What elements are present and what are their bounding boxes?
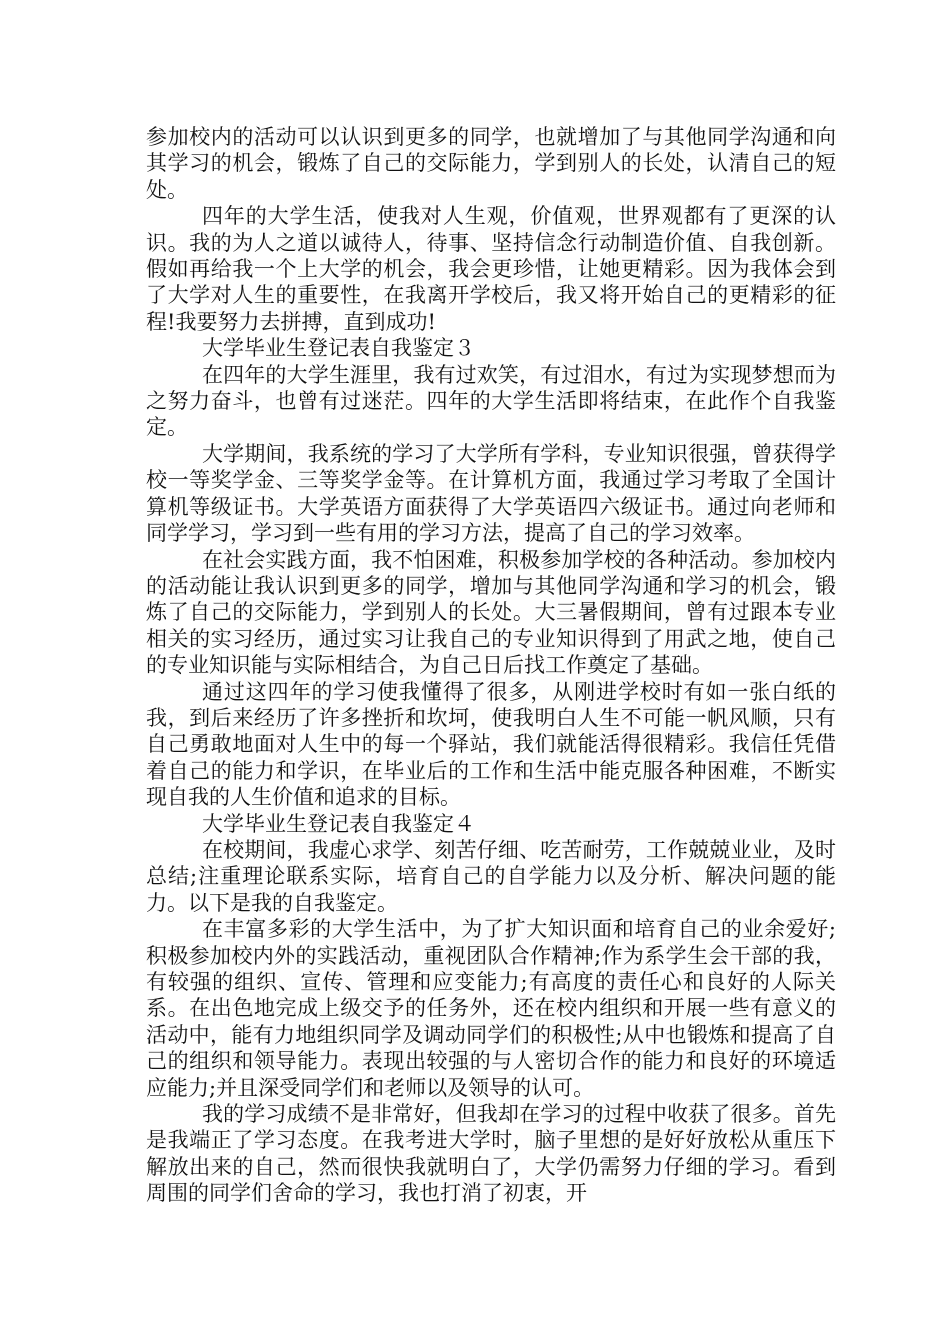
paragraph: 通过这四年的学习使我懂得了很多，从刚进学校时有如一张白纸的我，到后来经历了许多挫折和坎坷，使我明白人生不可能一帆风顺，只有自己勇敢地面对人生中的每一个驿站，我们就能活得很精彩。我信任凭借着自己的能力和学识，在毕业后的工作和生活中能克服各种困难，不断实现自我的人生价值和追求的目标。 <box>146 679 836 810</box>
paragraph-continuation: 参加校内的活动可以认识到更多的同学，也就增加了与其他同学沟通和向其学习的机会，锻炼了自己的交际能力，学到别人的长处，认清自己的短处。 <box>146 125 836 202</box>
document-body <box>146 124 836 1207</box>
paragraph: 在四年的大学生涯里，我有过欢笑，有过泪水，有过为实现梦想而为之努力奋斗，也曾有过迷茫。四年的大学生活即将结束，在此作个自我鉴定。 <box>146 362 836 440</box>
paragraph: 在校期间，我虚心求学、刻苦仔细、吃苦耐劳，工作兢兢业业，及时总结;注重理论联系实际，培育自己的自学能力以及分析、解决问题的能力。以下是我的自我鉴定。 <box>146 837 836 915</box>
paragraph: 在社会实践方面，我不怕困难，积极参加学校的各种活动。参加校内的活动能让我认识到更多的同学，增加与其他同学沟通和学习的机会，锻炼了自己的交际能力，学到别人的长处。大三暑假期间，曾有过跟本专业相关的实习经历，通过实习让我自己的专业知识得到了用武之地，使自己的专业知识能与实际相结合，为自己日后找工作奠定了基础。 <box>146 547 836 678</box>
section-heading-3: 大学毕业生登记表自我鉴定３ <box>202 336 475 361</box>
paragraph: 在丰富多彩的大学生活中，为了扩大知识面和培育自己的业余爱好;积极参加校内外的实践活动，重视团队合作精神;作为系学生会干部的我，有较强的组织、宣传、管理和应变能力;有高度的责任心和良好的人际关系。在出色地完成上级交予的任务外，还在校内组织和开展一些有意义的活动中，能有力地组织同学及调动同学们的积极性;从中也锻炼和提高了自己的组织和领导能力。表现出较强的与人密切合作的能力和良好的环境适应能力;并且深受同学们和老师以及领导的认可。 <box>146 917 836 1100</box>
paragraph: 大学期间，我系统的学习了大学所有学科，专业知识很强，曾获得学校一等奖学金、三等奖学金等。在计算机方面，我通过学习考取了全国计算机等级证书。大学英语方面获得了大学英语四六级证书。通过向老师和同学学习，学习到一些有用的学习方法，提高了自己的学习效率。 <box>146 441 836 546</box>
section-heading-4: 大学毕业生登记表自我鉴定４ <box>202 811 475 836</box>
paragraph: 四年的大学生活，使我对人生观，价值观，世界观都有了更深的认识。我的为人之道以诚待人，待事、坚持信念行动制造价值、自我创新。假如再给我一个上大学的机会，我会更珍惜，让她更精彩。因为我体会到了大学对人生的重要性，在我离开学校后，我又将开始自己的更精彩的征程!我要努力去拼搏，直到成功! <box>146 204 836 334</box>
paragraph: 我的学习成绩不是非常好，但我却在学习的过程中收获了很多。首先是我端正了学习态度。在我考进大学时，脑子里想的是好好放松从重压下解放出来的自己，然而很快我就明白了，大学仍需努力仔细的学习。看到周围的同学们舍命的学习，我也打消了初衷，开 <box>146 1102 836 1206</box>
